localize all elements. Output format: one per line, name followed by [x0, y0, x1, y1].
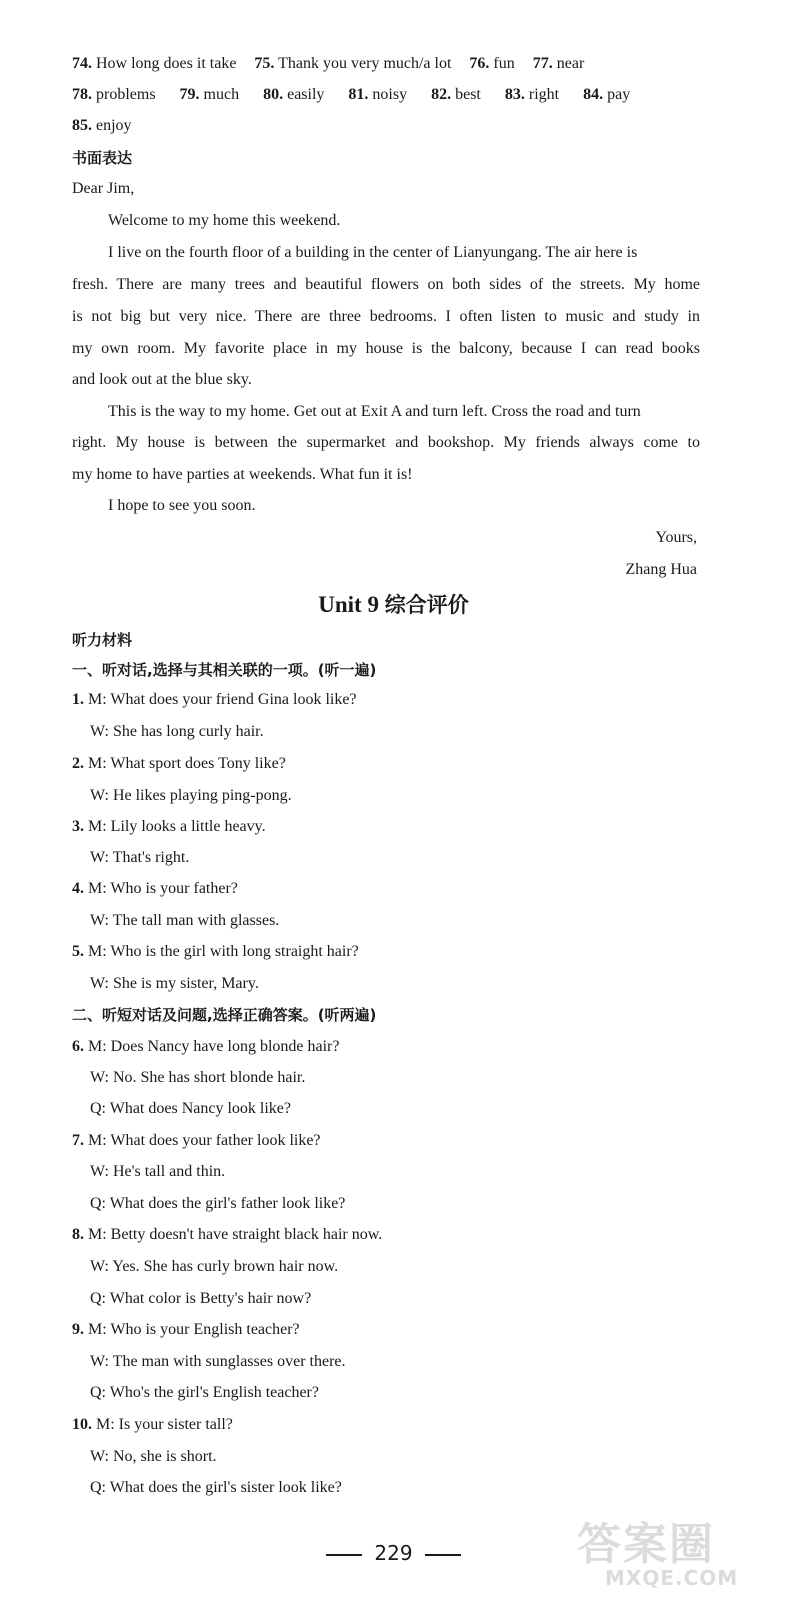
letter-closing: Yours, [655, 529, 697, 546]
dialogue-7-w: W: He's tall and thin. [90, 1163, 226, 1180]
letter-p2-line-5: and look out at the blue sky. [72, 371, 252, 388]
dialogue-7-q: Q: What does the girl's father look like? [90, 1195, 346, 1212]
dialogue-1-w: W: She has long curly hair. [90, 723, 264, 740]
page-number-right-dash [425, 1554, 461, 1556]
dialogue-10-w: W: No, she is short. [90, 1448, 217, 1465]
dialogue-6-m: 6. M: Does Nancy have long blonde hair? [72, 1038, 340, 1055]
dialogue-9-m: 9. M: Who is your English teacher? [72, 1321, 300, 1338]
letter-p3-line-3: my home to have parties at weekends. What fun it is! [72, 466, 413, 483]
dialogue-2-w: W: He likes playing ping-pong. [90, 787, 292, 804]
letter-paragraph-4: I hope to see you soon. [108, 497, 256, 514]
dialogue-7-m: 7. M: What does your father look like? [72, 1132, 321, 1149]
answers-row-3: 85. enjoy [72, 117, 132, 134]
dialogue-10-m: 10. M: Is your sister tall? [72, 1416, 233, 1433]
dialogue-9-q: Q: Who's the girl's English teacher? [90, 1384, 319, 1401]
dialogue-8-w: W: Yes. She has curly brown hair now. [90, 1258, 339, 1275]
listening-section-2: 二、听短对话及问题,选择正确答案。(听两遍) [72, 1006, 377, 1024]
dialogue-6-w: W: No. She has short blonde hair. [90, 1069, 306, 1086]
unit-title: Unit 9 综合评价 [318, 592, 469, 617]
letter-p3-line-2: right. My house is between the supermarket and bookshop. My friends always come to [72, 434, 700, 451]
letter-p2-line-2: fresh. There are many trees and beautiful flowers on both sides of the streets. My home [72, 276, 700, 293]
answers-row-1: 74. How long does it take 75. Thank you very much/a lot 76. fun 77. near [72, 55, 585, 72]
writing-heading: 书面表达 [72, 149, 133, 167]
letter-p2-line-4: my own room. My favorite place in my house is the balcony, because I can read books [72, 340, 700, 357]
dialogue-5-m: 5. M: Who is the girl with long straight hair? [72, 943, 359, 960]
listening-section-1: 一、听对话,选择与其相关联的一项。(听一遍) [72, 661, 377, 679]
watermark-url: MXQE.COM [605, 1566, 739, 1590]
dialogue-8-m: 8. M: Betty doesn't have straight black hair now. [72, 1226, 383, 1243]
letter-p2-line-3: is not big but very nice. There are three bedrooms. I often listen to music and study in [72, 308, 700, 325]
dialogue-5-w: W: She is my sister, Mary. [90, 975, 259, 992]
watermark [559, 1508, 769, 1594]
letter-p2-line-1: I live on the fourth floor of a building in the center of Lianyungang. The air here is [108, 244, 638, 261]
answers-row-2: 78. problems 79. much 80. easily 81. noisy 82. best 83. right 84. pay [72, 86, 631, 103]
dialogue-3-w: W: That's right. [90, 849, 190, 866]
dialogue-6-q: Q: What does Nancy look like? [90, 1100, 291, 1117]
dialogue-9-w: W: The man with sunglasses over there. [90, 1353, 346, 1370]
dialogue-3-m: 3. M: Lily looks a little heavy. [72, 818, 266, 835]
dialogue-4-w: W: The tall man with glasses. [90, 912, 280, 929]
page-number-left-dash [326, 1554, 362, 1556]
dialogue-8-q: Q: What color is Betty's hair now? [90, 1290, 312, 1307]
dialogue-1-m: 1. M: What does your friend Gina look like? [72, 691, 357, 708]
listening-heading: 听力材料 [72, 631, 133, 649]
page-number: 229 [0, 1540, 787, 1566]
letter-paragraph-1: Welcome to my home this weekend. [108, 212, 341, 229]
letter-greeting: Dear Jim, [72, 180, 135, 197]
dialogue-2-m: 2. M: What sport does Tony like? [72, 755, 286, 772]
dialogue-10-q: Q: What does the girl's sister look like? [90, 1479, 342, 1496]
letter-signature: Zhang Hua [625, 561, 697, 578]
letter-p3-line-1: This is the way to my home. Get out at Exit A and turn left. Cross the road and turn [108, 403, 641, 420]
dialogue-4-m: 4. M: Who is your father? [72, 880, 238, 897]
watermark-logo: 答案圈 [577, 1519, 715, 1570]
